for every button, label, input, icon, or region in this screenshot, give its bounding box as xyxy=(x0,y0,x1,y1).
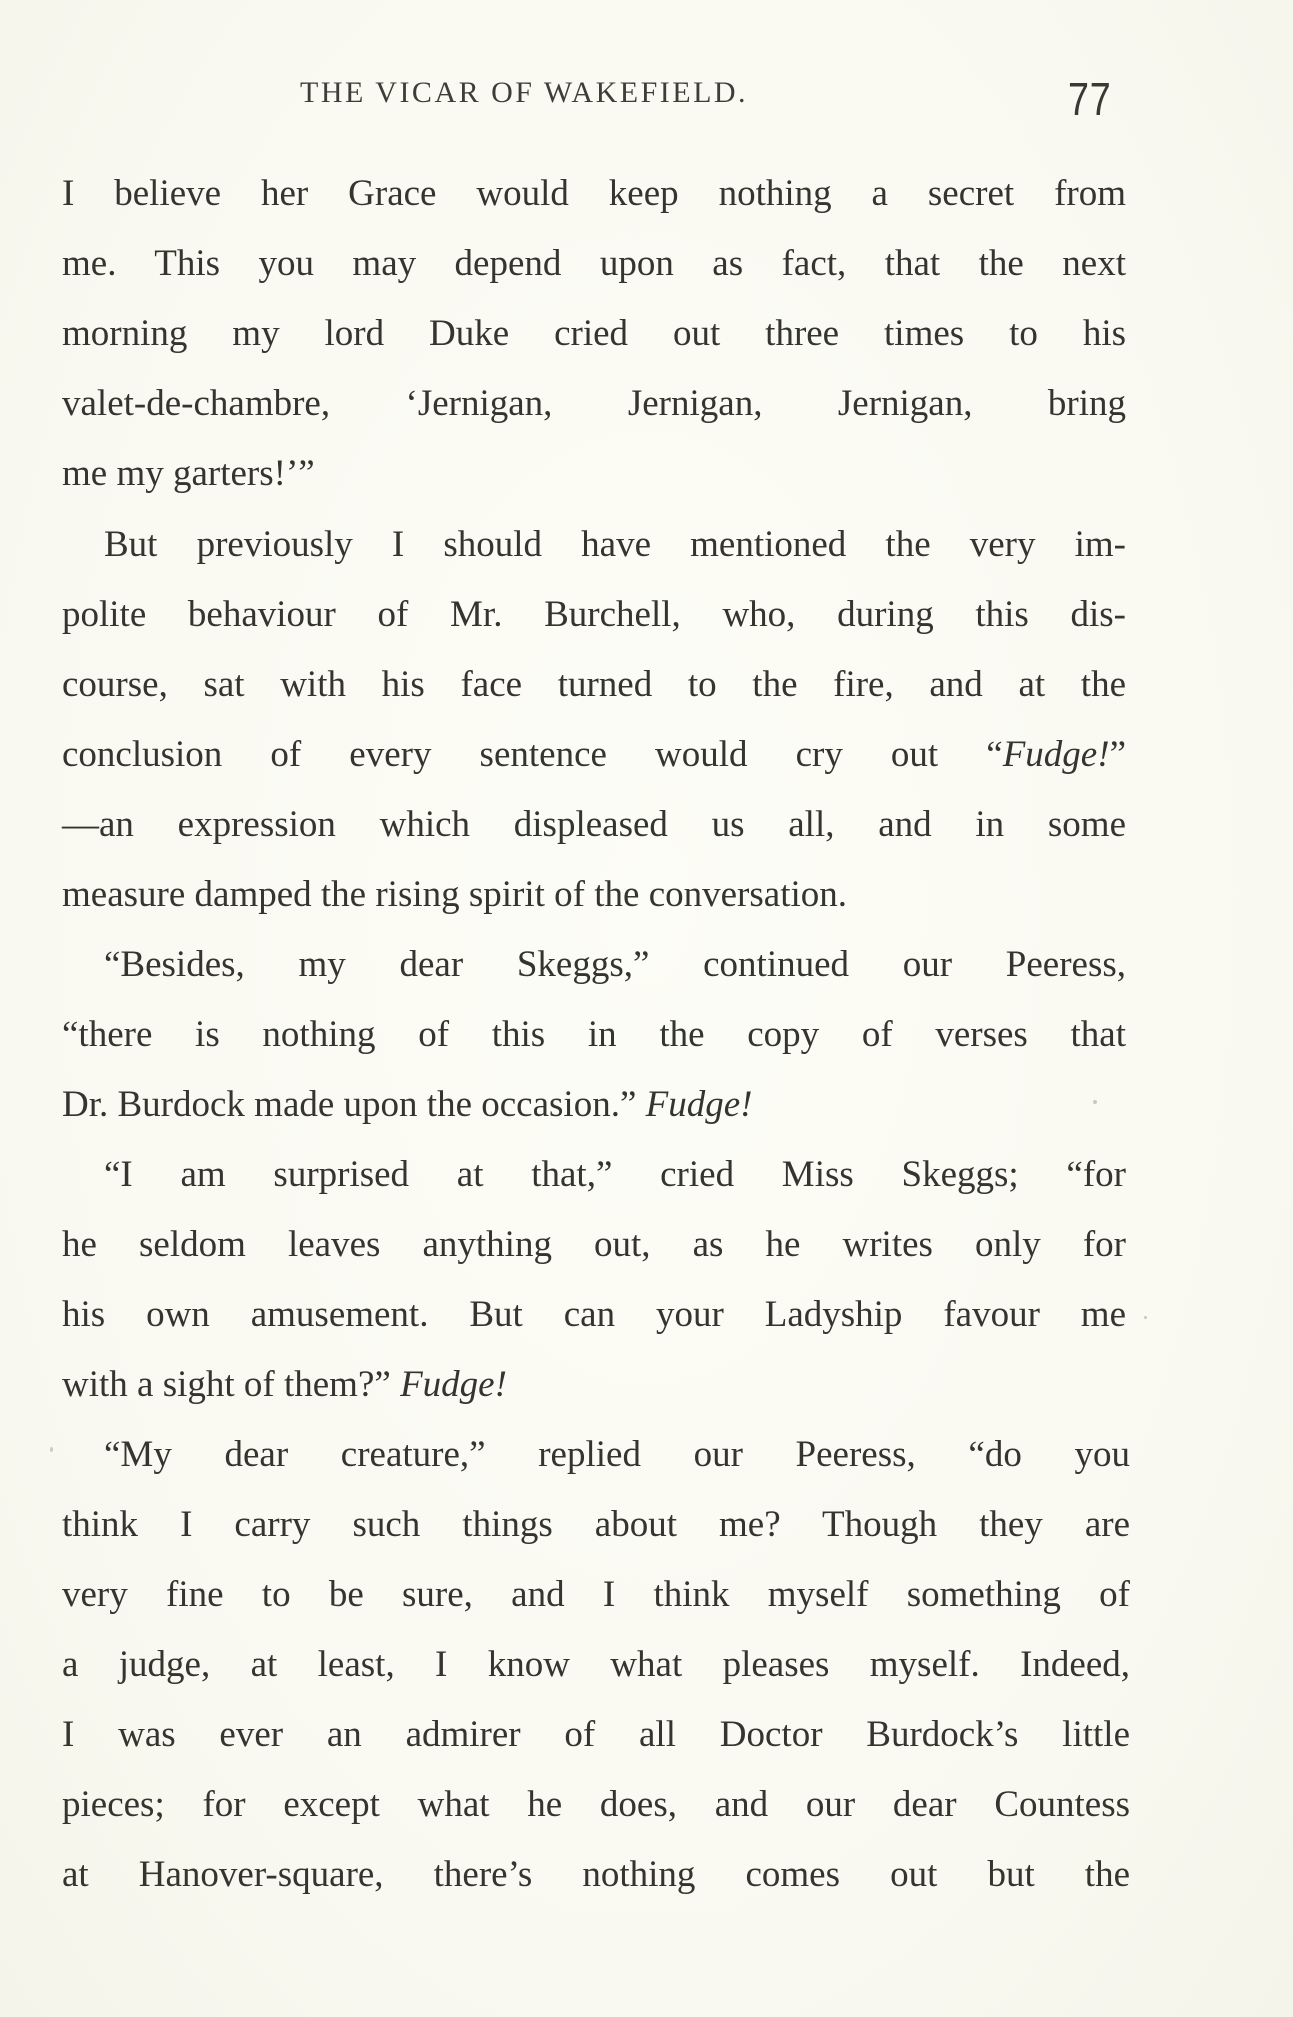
text-line: “My dear creature,” replied our Peeress, “do you xyxy=(104,1434,1130,1475)
text-line: measure damped the rising spirit of the conversation. xyxy=(62,874,848,915)
text-line: valet-de-chambre, ‘Jernigan, Jernigan, Jernigan, bring xyxy=(62,383,1126,424)
page-number: 77 xyxy=(1068,73,1112,125)
paper-speck xyxy=(50,1447,53,1452)
text-line: Dr. Burdock made upon the occasion.” Fudge! xyxy=(62,1084,753,1125)
text-line: —an expression which displeased us all, and in some xyxy=(62,804,1126,845)
page-header xyxy=(0,72,1293,125)
text-line: think I carry such things about me? Though they are xyxy=(62,1504,1130,1545)
text-line: very fine to be sure, and I think myself something of xyxy=(62,1574,1130,1615)
text-line: I was ever an admirer of all Doctor Burdock’s little xyxy=(62,1714,1130,1755)
text-line: “Besides, my dear Skeggs,” continued our Peeress, xyxy=(104,944,1126,985)
text-line: me. This you may depend upon as fact, that the next xyxy=(62,243,1126,284)
text-line: conclusion of every sentence would cry out “Fudge!” xyxy=(62,734,1126,775)
text-line: polite behaviour of Mr. Burchell, who, during this dis- xyxy=(62,594,1126,635)
paper-speck xyxy=(1144,1316,1147,1319)
text-line: I believe her Grace would keep nothing a secret from xyxy=(62,173,1126,214)
running-title: THE VICAR OF WAKEFIELD. xyxy=(300,76,749,109)
fudge-exclamation: Fudge! xyxy=(645,1084,753,1125)
text-line: morning my lord Duke cried out three times to his xyxy=(62,313,1126,354)
text-line: he seldom leaves anything out, as he writes only for xyxy=(62,1224,1126,1265)
text-line: But previously I should have mentioned the very im- xyxy=(104,524,1126,565)
text-line: “I am surprised at that,” cried Miss Skeggs; “for xyxy=(104,1154,1126,1195)
fudge-exclamation: Fudge! xyxy=(1002,734,1110,775)
text-line: “there is nothing of this in the copy of verses that xyxy=(62,1014,1126,1055)
text-line: his own amusement. But can your Ladyship favour me xyxy=(62,1294,1126,1335)
text-line: a judge, at least, I know what pleases myself. Indeed, xyxy=(62,1644,1130,1685)
text-line: pieces; for except what he does, and our dear Countess xyxy=(62,1784,1130,1825)
text-line: course, sat with his face turned to the fire, and at the xyxy=(62,664,1126,705)
text-line: with a sight of them?” Fudge! xyxy=(62,1364,507,1405)
fudge-exclamation: Fudge! xyxy=(400,1364,507,1405)
text-line: me my garters!’” xyxy=(62,453,315,494)
paper-speck xyxy=(1093,1100,1097,1104)
text-line: at Hanover-square, there’s nothing comes out but the xyxy=(62,1854,1130,1895)
